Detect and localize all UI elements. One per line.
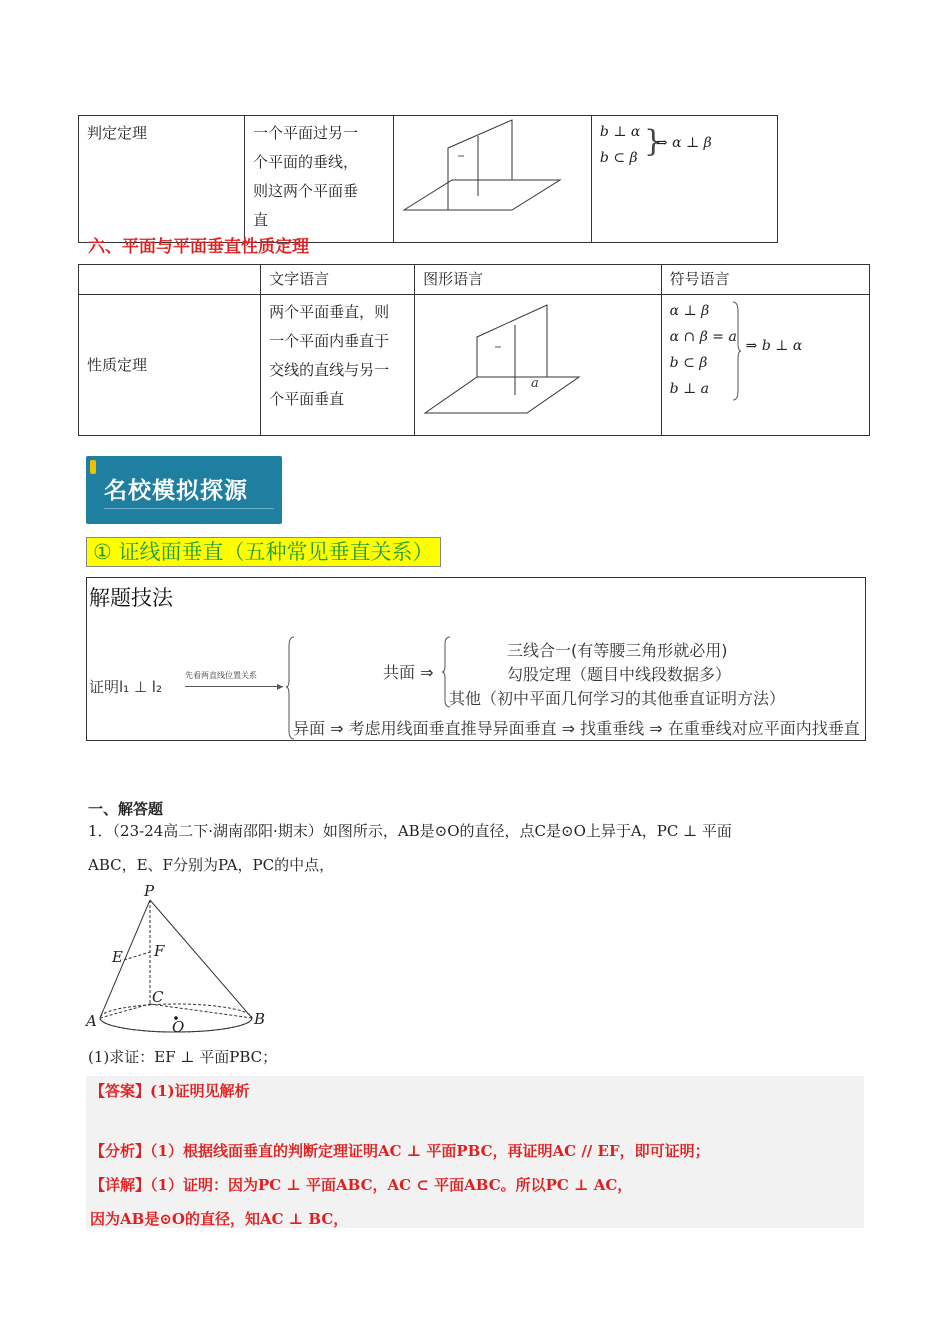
table-judgment-theorem (78, 115, 778, 243)
property-figure (415, 295, 662, 436)
section-banner: 名校模拟探源 (86, 456, 282, 524)
prove-perpendicular: 证明l₁ ⊥ l₂ (89, 678, 162, 696)
property-symbol: α ⊥ β α ∩ β = a b ⊂ β b ⊥ a ⇒ b ⊥ α (661, 295, 869, 436)
header-symbol-lang: 符号语言 (661, 265, 869, 295)
section-answer-questions: 一、解答题 (88, 800, 164, 818)
label-B: B (254, 1010, 266, 1028)
topic-heading: ① 证线面垂直（五种常见垂直关系） (86, 537, 441, 567)
arrow-label: 先看两直线位置关系 (185, 671, 257, 680)
label-E: E (112, 948, 123, 966)
table-property-theorem (78, 264, 870, 436)
header-figure-lang: 图形语言 (415, 265, 662, 295)
theorem-symbol: b ⊥ α b ⊂ β } ⇒ α ⊥ β (591, 116, 777, 243)
brace-icon: } (643, 124, 663, 159)
perpendicular-planes-figure (394, 116, 590, 232)
solving-technique-box (86, 577, 866, 741)
label-P: P (144, 882, 155, 900)
detail-line-2: 因为AB是⊙O的直径，知AC ⊥ BC， (90, 1210, 349, 1228)
banner-tab-icon (90, 460, 96, 474)
theorem-name: 判定定理 (79, 116, 245, 243)
property-name: 性质定理 (79, 295, 261, 436)
arrow-head-icon: ▸ (277, 679, 284, 693)
skew-case: 异面 ⇒ 考虑用线面垂直推导异面垂直 ⇒ 找重垂线 ⇒ 在重垂线对应平面内找垂直 (293, 719, 860, 738)
analysis-line: 【分析】（1）根据线面垂直的判断定理证明AC ⊥ 平面PBC，再证明AC // EF，即可证明； (90, 1142, 710, 1160)
perpendicular-planes-line-figure (415, 295, 659, 425)
coplanar-method-3: 其他（初中平面几何学习的其他垂直证明方法） (449, 689, 786, 708)
cone-figure (84, 880, 274, 1040)
arrow-line (185, 686, 283, 687)
theorem-text: 一个平面过另一 个平面的垂线， 则这两个平面垂 直 (244, 116, 393, 243)
answer-block (86, 1076, 864, 1228)
coplanar-case: 共面 ⇒ (383, 663, 434, 682)
question-1-line-1: 1．（23-24高二下·湖南邵阳·期末）如图所示，AB是⊙O的直径，点C是⊙O上异于A，PC ⊥ 平面 (88, 822, 732, 840)
question-part-1: (1)求证：EF ⊥ 平面PBC； (88, 1048, 278, 1066)
question-1-line-2: ABC，E、F分别为PA，PC的中点， (88, 856, 335, 874)
coplanar-method-2: 勾股定理（题目中线段数据多） (507, 665, 732, 684)
header-text-lang: 文字语言 (261, 265, 415, 295)
label-A: A (86, 1012, 97, 1030)
theorem-figure (393, 116, 591, 243)
brace-icon (732, 301, 742, 401)
answer-line: 【答案】(1)证明见解析 (90, 1082, 250, 1100)
property-text: 两个平面垂直，则 一个平面内垂直于 交线的直线与另一 个平面垂直 (261, 295, 415, 436)
label-C: C (152, 988, 164, 1006)
coplanar-method-1: 三线合一(有等腰三角形就必用) (507, 641, 728, 660)
section-6-title: 六、平面与平面垂直性质定理 (88, 237, 309, 257)
line-a-label: a (531, 376, 539, 391)
technique-heading: 解题技法 (89, 586, 173, 610)
label-O: O (172, 1018, 185, 1036)
detail-line: 【详解】（1）证明：因为PC ⊥ 平面ABC，AC ⊂ 平面ABC。所以PC ⊥ AC， (90, 1176, 633, 1194)
label-F: F (154, 942, 165, 960)
